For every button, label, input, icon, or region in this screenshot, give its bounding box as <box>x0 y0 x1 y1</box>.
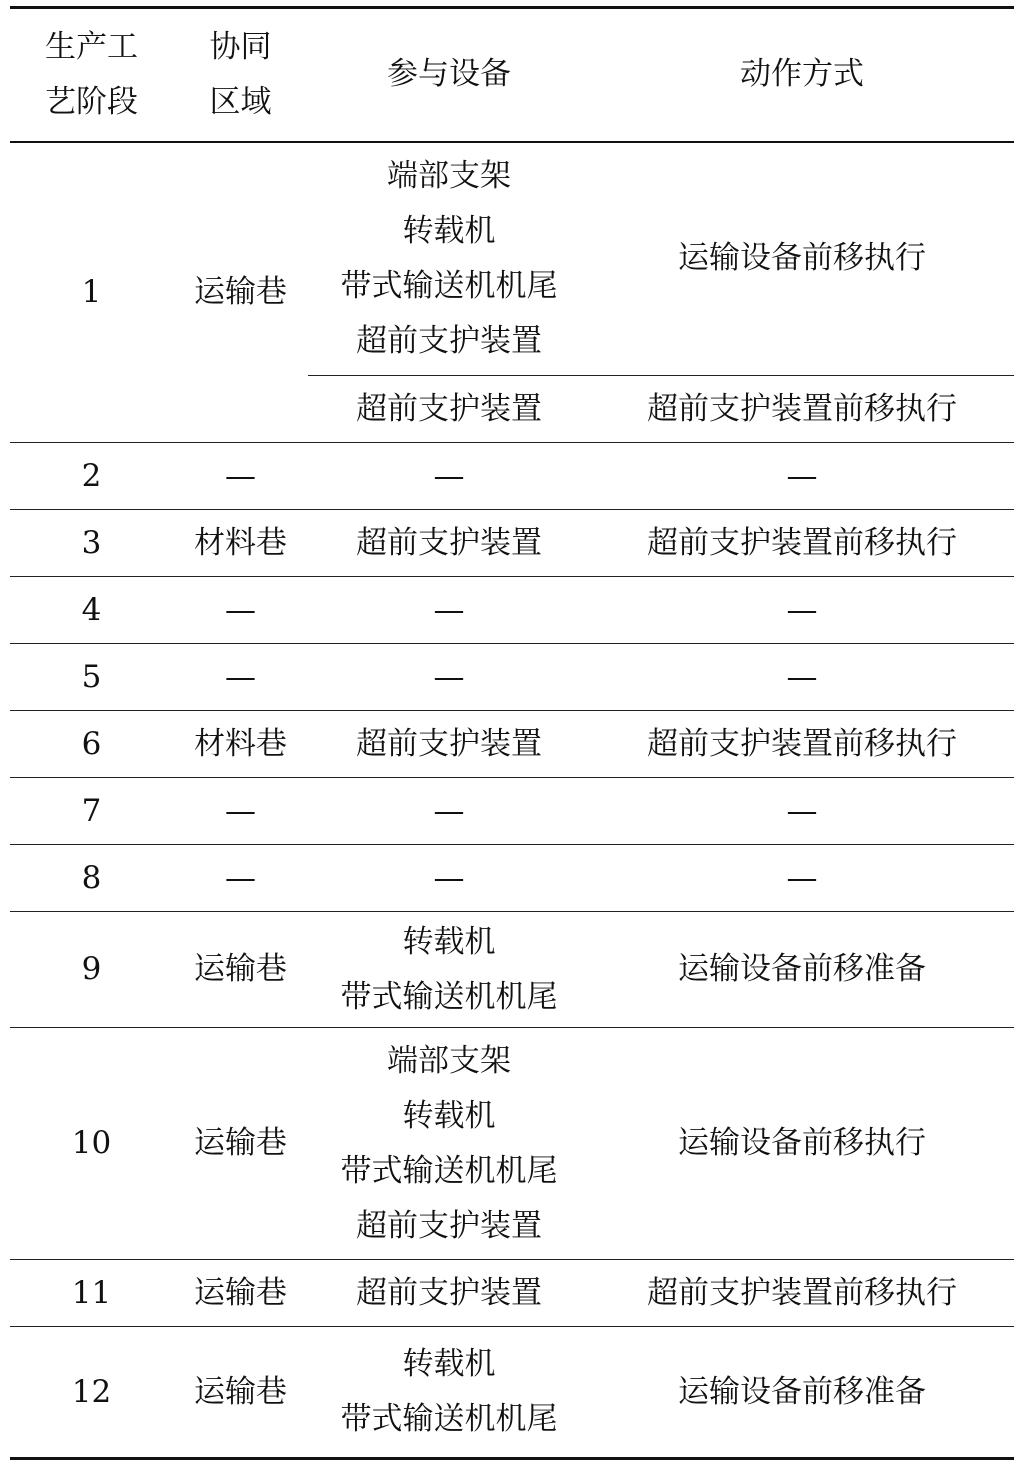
equipment-cell <box>308 577 590 644</box>
equipment-cell <box>308 644 590 711</box>
region-cell: 运输巷 <box>173 142 308 443</box>
equipment-item: 超前支护装置 <box>356 725 542 762</box>
equipment-item: 转载机 <box>402 923 496 960</box>
process-table-container <box>10 6 1014 1460</box>
stage-cell: 11 <box>10 1260 173 1327</box>
equipment-item: 转载机 <box>402 212 496 249</box>
equipment-item: — <box>433 792 465 829</box>
region-cell: — <box>173 778 308 845</box>
action-cell: — <box>590 845 1014 912</box>
action-cell: 超前支护装置前移执行 <box>590 1260 1014 1327</box>
action-cell: — <box>590 577 1014 644</box>
equipment-cell <box>308 376 590 443</box>
header-stage <box>10 8 173 142</box>
equipment-cell <box>308 142 590 376</box>
table-row <box>10 1327 1014 1459</box>
stage-cell: 4 <box>10 577 173 644</box>
region-cell: 运输巷 <box>173 1028 308 1260</box>
action-cell: 超前支护装置前移执行 <box>590 711 1014 778</box>
equipment-item: — <box>433 457 465 494</box>
action-cell: 超前支护装置前移执行 <box>590 510 1014 577</box>
table-row <box>10 142 1014 376</box>
table-row <box>10 778 1014 845</box>
equipment-cell <box>308 1327 590 1459</box>
table-row <box>10 443 1014 510</box>
action-cell: 运输设备前移准备 <box>590 1327 1014 1459</box>
table-row <box>10 644 1014 711</box>
equipment-cell <box>308 510 590 577</box>
equipment-item: 端部支架 <box>387 157 511 194</box>
equipment-item: 超前支护装置 <box>356 524 542 561</box>
table-row <box>10 845 1014 912</box>
stage-cell: 6 <box>10 711 173 778</box>
equipment-item: — <box>433 658 465 695</box>
table-header <box>10 8 1014 142</box>
action-cell: 运输设备前移准备 <box>590 912 1014 1028</box>
equipment-cell <box>308 845 590 912</box>
region-cell: 材料巷 <box>173 510 308 577</box>
table-row <box>10 510 1014 577</box>
header-stage-line: 艺阶段 <box>45 83 138 120</box>
action-cell: 运输设备前移执行 <box>590 1028 1014 1260</box>
equipment-item: 转载机 <box>402 1097 496 1134</box>
region-cell: — <box>173 644 308 711</box>
action-cell: 超前支护装置前移执行 <box>590 376 1014 443</box>
equipment-item: 带式输送机机尾 <box>340 1401 558 1437</box>
stage-cell: 3 <box>10 510 173 577</box>
header-region <box>173 8 308 142</box>
region-cell: 材料巷 <box>173 711 308 778</box>
equipment-item: 带式输送机机尾 <box>340 267 558 304</box>
region-cell: 运输巷 <box>173 912 308 1028</box>
region-cell: — <box>173 845 308 912</box>
stage-cell: 8 <box>10 845 173 912</box>
action-cell: — <box>590 644 1014 711</box>
equipment-item: 超前支护装置 <box>356 1274 542 1311</box>
equipment-item: 超前支护装置 <box>356 390 542 427</box>
equipment-cell <box>308 778 590 845</box>
equipment-item: 超前支护装置 <box>356 322 542 359</box>
action-cell: — <box>590 778 1014 845</box>
equipment-item: — <box>433 591 465 628</box>
equipment-cell <box>308 1028 590 1260</box>
equipment-cell <box>308 443 590 510</box>
region-cell: — <box>173 443 308 510</box>
stage-cell: 5 <box>10 644 173 711</box>
equipment-item: 带式输送机机尾 <box>340 978 558 1015</box>
stage-cell: 12 <box>10 1327 173 1459</box>
equipment-item: — <box>433 859 465 896</box>
action-cell: 运输设备前移执行 <box>590 142 1014 376</box>
process-stage-table <box>10 6 1014 1460</box>
stage-cell: 10 <box>10 1028 173 1260</box>
stage-cell: 2 <box>10 443 173 510</box>
table-row <box>10 577 1014 644</box>
header-stage-line: 生产工 <box>45 28 138 65</box>
equipment-item: 带式输送机机尾 <box>340 1152 558 1189</box>
header-action: 动作方式 <box>590 8 1014 142</box>
region-cell: — <box>173 577 308 644</box>
region-cell: 运输巷 <box>173 1260 308 1327</box>
equipment-cell <box>308 912 590 1028</box>
equipment-cell <box>308 711 590 778</box>
action-cell: — <box>590 443 1014 510</box>
table-row <box>10 1028 1014 1260</box>
equipment-cell <box>308 1260 590 1327</box>
stage-cell: 9 <box>10 912 173 1028</box>
equipment-item: 超前支护装置 <box>356 1207 542 1244</box>
header-row <box>10 8 1014 142</box>
region-cell: 运输巷 <box>173 1327 308 1459</box>
equipment-item: 端部支架 <box>387 1042 511 1079</box>
stage-cell: 1 <box>10 142 173 443</box>
table-row <box>10 912 1014 1028</box>
equipment-item: 转载机 <box>402 1346 496 1382</box>
header-equipment: 参与设备 <box>308 8 590 142</box>
header-region-line: 区域 <box>209 83 272 120</box>
stage-cell: 7 <box>10 778 173 845</box>
header-region-line: 协同 <box>209 28 272 65</box>
table-row <box>10 1260 1014 1327</box>
table-row <box>10 711 1014 778</box>
table-body <box>10 142 1014 1459</box>
